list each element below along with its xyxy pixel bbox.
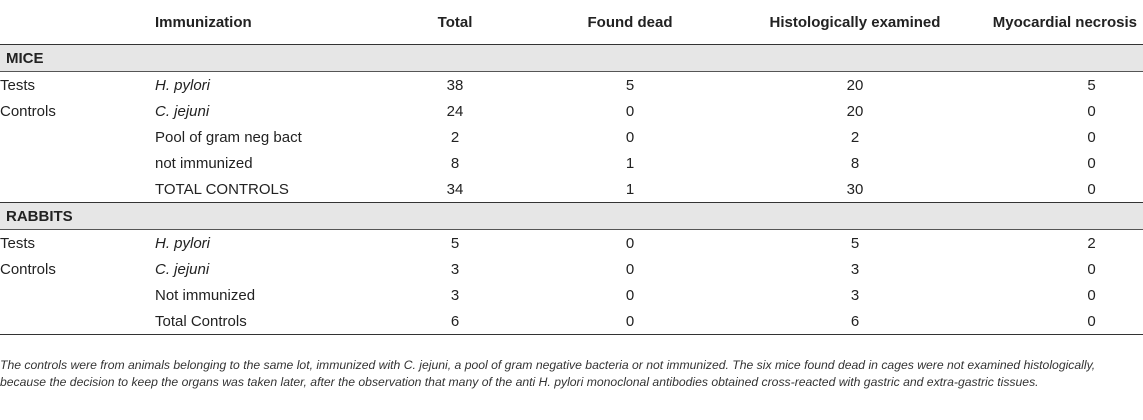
table-row (0, 308, 1143, 335)
cell-group (0, 124, 147, 150)
cell-found-dead: 1 (625, 154, 635, 172)
cell-immunization: C. jejuni (155, 102, 210, 120)
cell-total: 3 (450, 286, 460, 304)
cell-group (0, 150, 147, 176)
cell-immunization: C. jejuni (155, 260, 210, 278)
cell-found-dead: 0 (625, 234, 635, 252)
cell-myocardial-necrosis: 5 (1087, 76, 1096, 94)
cell-myocardial-necrosis: 0 (1087, 154, 1096, 172)
cell-total: 6 (380, 308, 530, 335)
header-found-dead: Found dead (530, 0, 730, 45)
cell-group (0, 176, 147, 203)
cell-total: 34 (380, 176, 530, 203)
cell-total: 3 (450, 260, 460, 278)
cell-group: Controls (0, 260, 56, 278)
cell-total: 38 (446, 76, 464, 94)
cell-found-dead: 0 (625, 260, 635, 278)
header-myocardial-necrosis: Myocardial necrosis (980, 0, 1143, 45)
cell-group: Controls (0, 102, 56, 120)
cell-found-dead: 5 (625, 76, 635, 94)
header-histologically-examined: Histologically examined (730, 0, 980, 45)
table-row (0, 150, 1143, 176)
table-footnote: The controls were from animals belonging to the same lot, immunized with C. jejuni, a pool of gram negative bacteria or not immunized. The six mice found dead in cages were not examined histologically, because the decision to keep the organs was taken later, after the observation that many of the anti H. pylori monoclonal antibodies obtained cross-reacted with gastric and extra-gastric tissues. (0, 358, 1096, 389)
cell-immunization: not immunized (155, 154, 253, 172)
table-header (0, 0, 1143, 45)
section-title: MICE (0, 45, 1143, 72)
table-row (0, 98, 1143, 124)
cell-group: Tests (0, 76, 36, 94)
table-row (0, 230, 1143, 257)
header-total: Total (380, 0, 530, 45)
cell-immunization: TOTAL CONTROLS (147, 176, 380, 203)
cell-myocardial-necrosis: 0 (1087, 286, 1096, 304)
section-row (0, 45, 1143, 72)
cell-histologically-examined: 20 (846, 76, 864, 94)
section-title: RABBITS (0, 203, 1143, 230)
cell-found-dead: 0 (625, 102, 635, 120)
cell-total: 2 (450, 128, 460, 146)
cell-found-dead: 1 (530, 176, 730, 203)
cell-myocardial-necrosis: 2 (1087, 234, 1096, 252)
header-row (0, 0, 1143, 45)
cell-histologically-examined: 30 (730, 176, 980, 203)
cell-myocardial-necrosis: 0 (980, 308, 1143, 335)
table-body (0, 45, 1143, 335)
cell-histologically-examined: 3 (850, 286, 860, 304)
cell-group (0, 282, 147, 308)
cell-total: 5 (450, 234, 460, 252)
table-row (0, 124, 1143, 150)
section-row (0, 203, 1143, 230)
cell-myocardial-necrosis: 0 (1087, 102, 1096, 120)
cell-found-dead: 0 (530, 308, 730, 335)
cell-myocardial-necrosis: 0 (1087, 128, 1096, 146)
cell-immunization: H. pylori (155, 234, 211, 252)
table-row (0, 72, 1143, 99)
cell-immunization: Not immunized (155, 286, 256, 304)
cell-total: 8 (450, 154, 460, 172)
cell-found-dead: 0 (625, 128, 635, 146)
header-group (0, 0, 147, 45)
cell-immunization: Total Controls (147, 308, 380, 335)
cell-total: 24 (446, 102, 464, 120)
cell-group (0, 308, 147, 335)
cell-histologically-examined: 6 (730, 308, 980, 335)
cell-histologically-examined: 2 (850, 128, 860, 146)
cell-histologically-examined: 3 (850, 260, 860, 278)
cell-found-dead: 0 (625, 286, 635, 304)
header-immunization: Immunization (147, 0, 380, 45)
cell-histologically-examined: 20 (846, 102, 864, 120)
cell-immunization: Pool of gram neg bact (155, 128, 302, 146)
cell-myocardial-necrosis: 0 (1087, 260, 1096, 278)
cell-histologically-examined: 5 (850, 234, 860, 252)
cell-group: Tests (0, 234, 36, 252)
table-row (0, 256, 1143, 282)
cell-myocardial-necrosis: 0 (980, 176, 1143, 203)
cell-histologically-examined: 8 (850, 154, 860, 172)
table-row (0, 282, 1143, 308)
table-row (0, 176, 1143, 203)
cell-immunization: H. pylori (155, 76, 211, 94)
